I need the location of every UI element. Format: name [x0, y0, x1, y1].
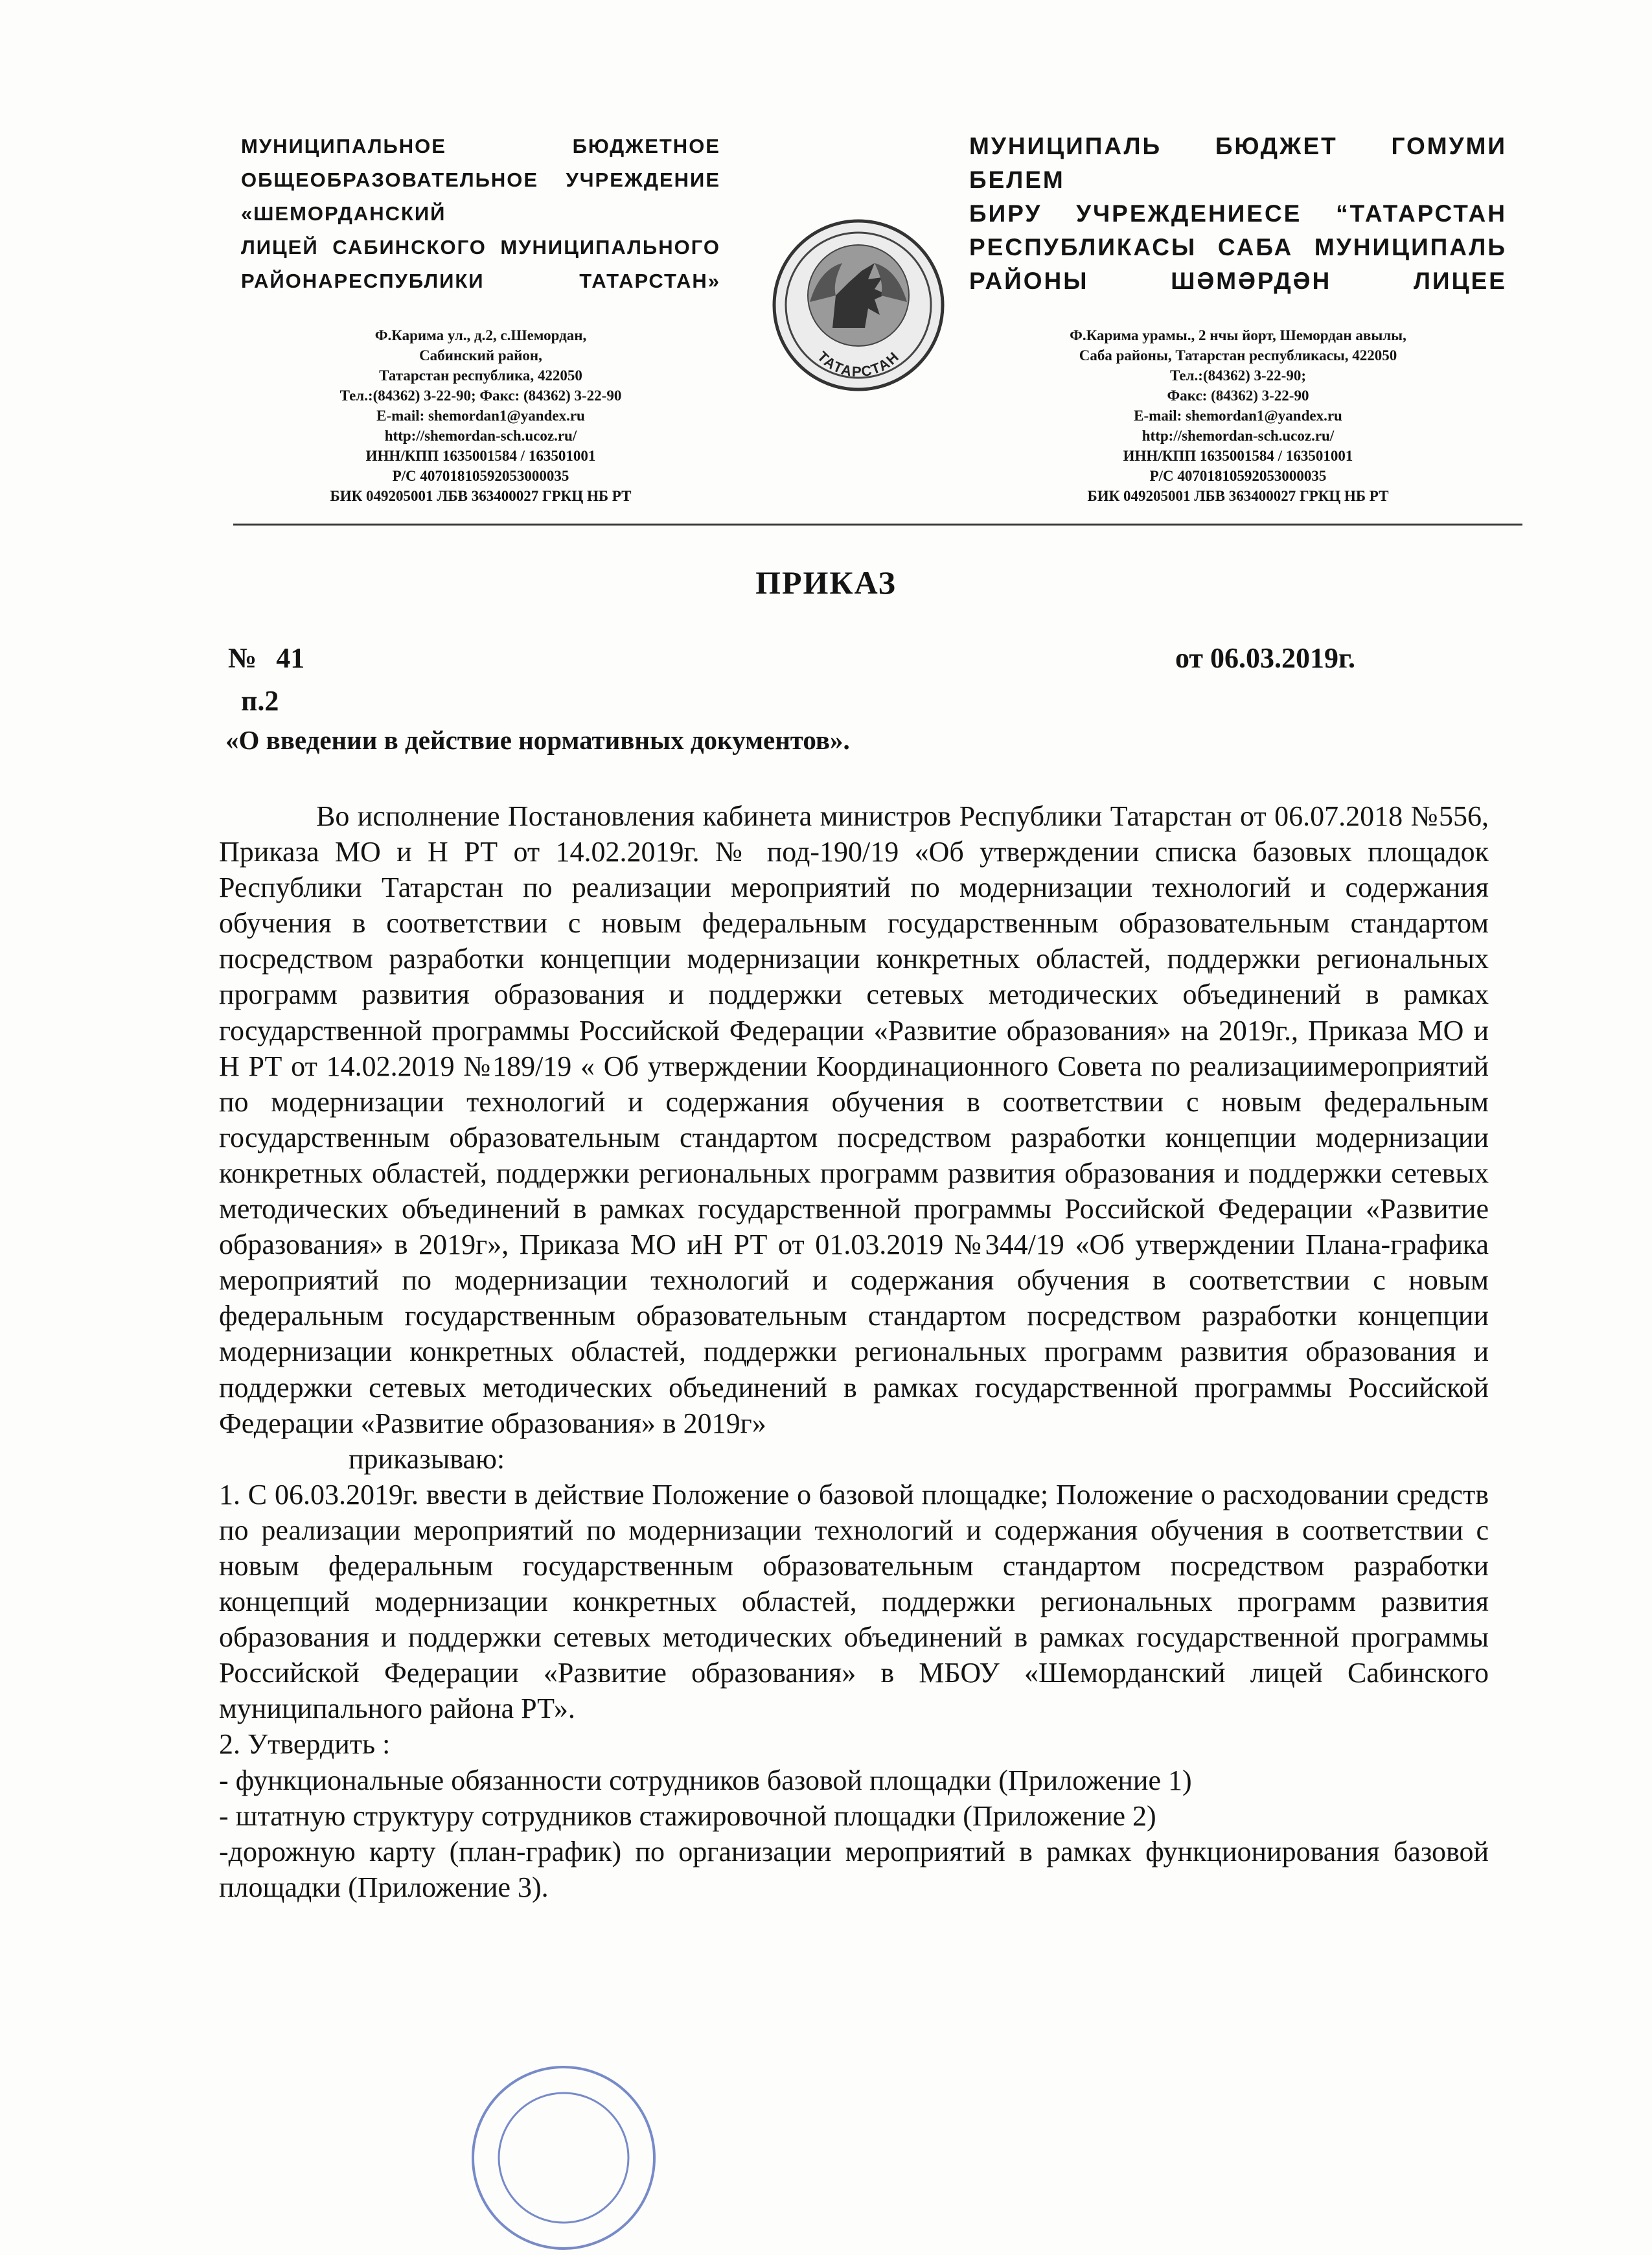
- org-name-line: РАЙОНАРЕСПУБЛИКИ ТАТАРСТАН»: [241, 270, 720, 292]
- contact-line: Р/С 40701810592053000035: [1149, 468, 1327, 484]
- org-name-line: МУНИЦИПАЛЬ БЮДЖЕТ ГОМУМИ БЕЛЕМ: [969, 133, 1507, 193]
- document-body: [219, 798, 1489, 1905]
- emblem-label: ТАТАРСТАН: [814, 348, 903, 380]
- org-name-tatar: [969, 130, 1507, 298]
- order-number: [228, 642, 304, 675]
- item-1: 1. С 06.03.2019г. ввести в действие Положение о базовой площадке; Положение о расходовании средств по реализации мероприятий по модернизации технологий и содержания обучения в соответствии с новым федеральным государственным образовательным стандартом посредством разработки концепций модернизации конкретных областей, поддержки региональных программ развития образования и поддержки сетевых методических объединений в рамках государственной программы Российской Федерации «Развитие образования» в МБОУ «Шеморданский лицей Сабинского муниципального района РТ».: [219, 1478, 1489, 1725]
- header-left: [241, 130, 720, 506]
- contacts-tatar: [969, 325, 1507, 506]
- tatarstan-emblem-icon: [771, 218, 946, 393]
- order-subject: «О введении в действие нормативных документов».: [225, 725, 850, 755]
- org-name-line: ЛИЦЕЙ САБИНСКОГО МУНИЦИПАЛЬНОГО: [241, 236, 720, 259]
- order-date: от 06.03.2019г.: [1175, 642, 1356, 674]
- item-2: 2. Утвердить :: [219, 1728, 391, 1761]
- org-name-line: РАЙОНЫ ШӘМӘРДӘН ЛИЦЕЕ: [969, 268, 1507, 294]
- contact-line: БИК 049205001 ЛБВ 363400027 ГРКЦ НБ РТ: [330, 488, 632, 504]
- org-name-line: МУНИЦИПАЛЬНОЕ БЮДЖЕТНОЕ: [241, 135, 720, 157]
- header-divider: [233, 524, 1522, 526]
- contact-line: http://shemordan-sch.ucoz.ru/: [1141, 428, 1335, 444]
- contact-line: БИК 049205001 ЛБВ 363400027 ГРКЦ НБ РТ: [1087, 488, 1389, 504]
- document-title: ПРИКАЗ: [755, 564, 897, 601]
- header-right: [969, 130, 1507, 506]
- order-word: приказываю:: [349, 1442, 505, 1475]
- contact-line: ИНН/КПП 1635001584 / 163501001: [365, 448, 596, 464]
- org-name-line: ОБЩЕОБРАЗОВАТЕЛЬНОЕ УЧРЕЖДЕНИЕ «ШЕМОРДАНСКИЙ: [241, 168, 720, 225]
- contact-line: E-mail: shemordan1@yandex.ru: [376, 408, 585, 424]
- contact-line: Саба районы, Татарстан республикасы, 422050: [1079, 347, 1397, 364]
- contact-line: Сабинский район,: [419, 347, 542, 364]
- org-name-line: РЕСПУБЛИКАСЫ САБА МУНИЦИПАЛЬ: [969, 234, 1507, 260]
- contact-line: Р/С 40701810592053000035: [392, 468, 569, 484]
- number-value: 41: [276, 642, 305, 674]
- contact-line: http://shemordan-sch.ucoz.ru/: [384, 428, 577, 444]
- number-label: №: [228, 642, 257, 674]
- item-2-list-entry: - функциональные обязанности сотрудников базовой площадки (Приложение 1): [219, 1764, 1192, 1796]
- org-name-russian: [241, 130, 720, 298]
- contact-line: Факс: (84362) 3-22-90: [1167, 387, 1309, 404]
- contact-line: E-mail: shemordan1@yandex.ru: [1134, 408, 1342, 424]
- preamble-paragraph: Во исполнение Постановления кабинета министров Республики Татарстан от 06.07.2018 №556, Приказа МО и Н РТ от 14.02.2019г. № под-190/19 «Об утверждении списка базовых площадок Республики Татарстан по реализации мероприятий по модернизации технологий и содержания обучения в соответствии с новым федеральным государственным образовательным стандартом посредством разработки концепции модернизации конкретных областей, поддержки региональных программ развития образования и поддержки сетевых методических объединений в рамках государственной программы Российской Федерации «Развитие образования» на 2019г., Приказа МО и Н РТ от 14.02.2019 №189/19 « Об утверждении Координационного Совета по реализациимероприятий по модернизации технологий и содержания обучения в соответствии с новым федеральным государственным образовательным стандартом посредством разработки концепции модернизации конкретных областей, поддержки региональных программ развития образования и поддержки сетевых методических объединений в рамках государственной программы Российской Федерации «Развитие образования» в 2019г», Приказа МО иН РТ от 01.03.2019 №344/19 «Об утверждении Плана-графика мероприятий по модернизации технологий и содержания обучения в соответствии с новым федеральным государственным образовательным стандартом посредством разработки концепции модернизации конкретных областей, поддержки региональных программ развития образования и поддержки сетевых методических объединений в рамках государственной программы Российской Федерации «Развитие образования» в 2019г»: [219, 800, 1489, 1439]
- contact-line: Тел.:(84362) 3-22-90; Факс: (84362) 3-22-90: [339, 387, 622, 404]
- contact-line: ИНН/КПП 1635001584 / 163501001: [1123, 448, 1353, 464]
- contacts-russian: [241, 325, 720, 506]
- item-2-list-entry: - штатную структуру сотрудников стажировочной площадки (Приложение 2): [219, 1799, 1156, 1832]
- item-2-list-entry: -дорожную карту (план-график) по организации мероприятий в рамках функционирования базовой площадки (Приложение 3).: [219, 1835, 1489, 1903]
- contact-line: Ф.Карима ул., д.2, с.Шемордан,: [374, 327, 587, 343]
- contact-line: Татарстан республика, 422050: [379, 367, 582, 384]
- contact-line: Ф.Карима урамы., 2 нчы йорт, Шемордан авылы,: [1070, 327, 1406, 343]
- seal-stamp-icon: [466, 2061, 661, 2255]
- contact-line: Тел.:(84362) 3-22-90;: [1169, 367, 1307, 384]
- org-name-line: БИРУ УЧРЕЖДЕНИЕСЕ “ТАТАРСТАН: [969, 200, 1507, 227]
- order-point: п.2: [241, 685, 279, 717]
